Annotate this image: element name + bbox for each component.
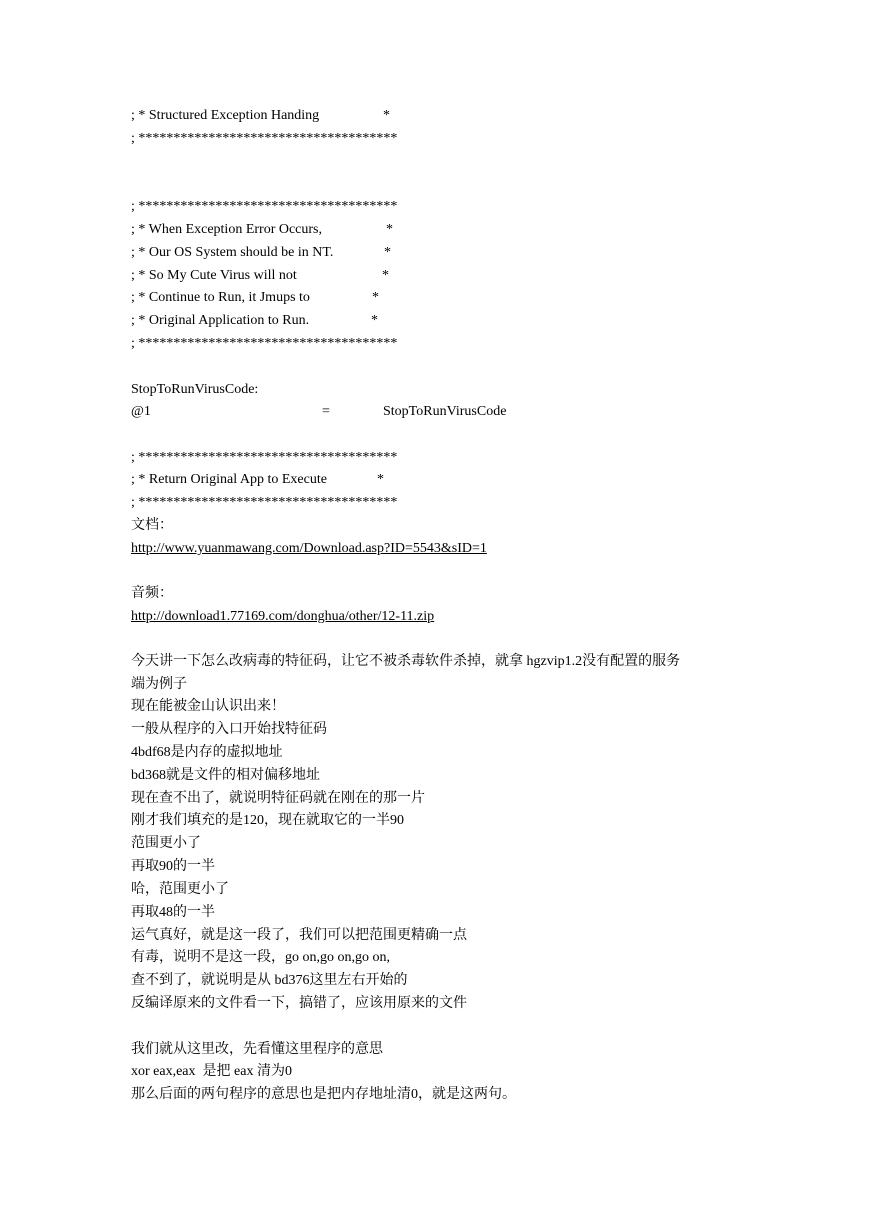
paragraph-line: bd368就是文件的相对偏移地址	[131, 768, 320, 783]
paragraph-line: 现在能被金山认识出来！	[131, 699, 285, 714]
paragraph-line: 反编译原来的文件看一下，搞错了，应该用原来的文件	[131, 996, 467, 1011]
comment-when-error: ; * When Exception Error Occurs,	[131, 222, 323, 237]
comment-return-app: ; * Return Original App to Execute	[131, 472, 327, 487]
comment-star: *	[386, 222, 393, 237]
comment-rule: ; *************************************	[131, 495, 398, 510]
comment-our-os: ; * Our OS System should be in NT.	[131, 245, 334, 260]
comment-so-my: ; * So My Cute Virus will not	[131, 268, 297, 283]
paragraph-line: 运气真好，就是这一段了，我们可以把范围更精确一点	[131, 928, 467, 943]
paragraph-line: 4bdf68是内存的虚拟地址	[131, 745, 283, 760]
comment-seh-title: ; * Structured Exception Handing	[131, 108, 320, 123]
comment-rule: ; *************************************	[131, 131, 398, 146]
paragraph-line: 查不到了，就说明是从 bd376这里左右开始的	[131, 973, 408, 988]
code-equals: =	[322, 404, 330, 419]
paragraph-line: 一般从程序的入口开始找特征码	[131, 722, 327, 737]
comment-continue-run: ; * Continue to Run, it Jmups to	[131, 290, 310, 305]
paragraph-line: 有毒，说明不是这一段，go on,go on,go on,	[131, 950, 390, 965]
paragraph-line: 刚才我们填充的是120，现在就取它的一半90	[131, 813, 404, 828]
comment-star: *	[377, 472, 384, 487]
code-at1: @1	[131, 404, 151, 419]
comment-star: *	[371, 313, 378, 328]
comment-star: *	[383, 108, 390, 123]
comment-star: *	[382, 268, 389, 283]
comment-rule: ; *************************************	[131, 199, 398, 214]
paragraph-line: 现在查不出了，就说明特征码就在刚在的那一片	[131, 791, 425, 806]
code-label: StopToRunVirusCode:	[131, 382, 259, 397]
comment-original-app: ; * Original Application to Run.	[131, 313, 310, 328]
comment-rule: ; *************************************	[131, 336, 398, 351]
audio-label: 音频：	[131, 586, 173, 601]
paragraph-line: 我们就从这里改，先看懂这里程序的意思	[131, 1042, 383, 1057]
paragraph-line: 那么后面的两句程序的意思也是把内存地址清0，就是这两句。	[131, 1087, 516, 1102]
comment-rule: ; *************************************	[131, 450, 398, 465]
paragraph-line: 端为例子	[131, 677, 187, 692]
doc-label: 文档：	[131, 518, 173, 533]
paragraph-line: 今天讲一下怎么改病毒的特征码，让它不被杀毒软件杀掉，就拿 hgzvip1.2没有配置的服务	[131, 654, 681, 669]
paragraph-line: 哈，范围更小了	[131, 882, 229, 897]
paragraph-line: 再取90的一半	[131, 859, 215, 874]
comment-star: *	[384, 245, 391, 260]
audio-link[interactable]: http://download1.77169.com/donghua/other/12-11.zip	[131, 609, 435, 624]
comment-star: *	[372, 290, 379, 305]
paragraph-line: xor eax,eax 是把 eax 清为0	[131, 1064, 292, 1079]
doc-link[interactable]: http://www.yuanmawang.com/Download.asp?ID=5543&sID=1	[131, 541, 487, 556]
paragraph-line: 范围更小了	[131, 836, 201, 851]
paragraph-line: 再取48的一半	[131, 905, 215, 920]
code-target: StopToRunVirusCode	[383, 404, 507, 419]
